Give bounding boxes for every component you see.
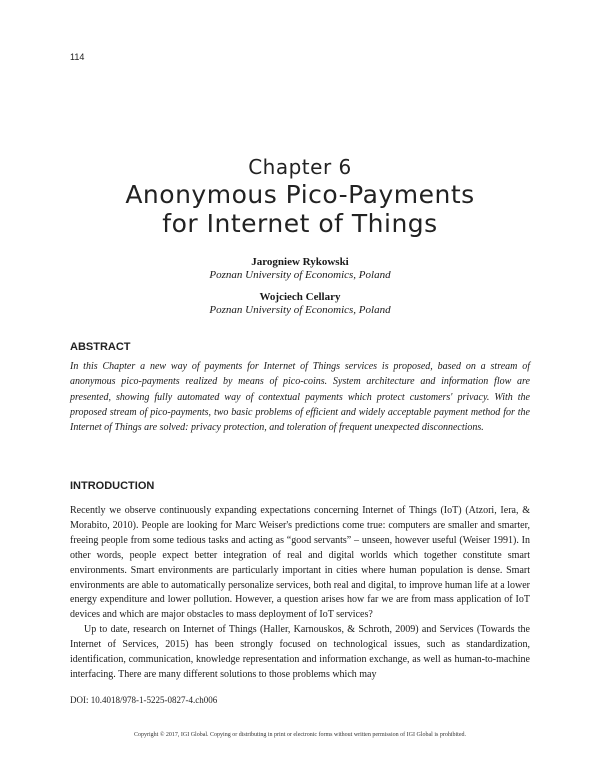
author-affiliation: Poznan University of Economics, Poland xyxy=(209,304,391,316)
author-name: Jarogniew Rykowski xyxy=(251,256,349,268)
chapter-title-line-2: for Internet of Things xyxy=(162,209,438,238)
introduction-paragraph: Recently we observe continuously expanding expectations concerning Internet of Things (IoT) (Atzori, Iera, & Morabito, 2010). People are looking for Marc Weiser's predictions come true: computers are smaller and smarter, freeing people from some tedious tasks and acting as “good servants” – unseen, however useful (Weiser 1991). In other words, people expect better integration of real and digital worlds which together constitute smart environments. Smart environments are particularly important in cities where human population is dense. Smart environments are able to automatically personalize services, both real and digital, to improve human life at a lower energy expenditure and lower pollution. However, a question arises how far we are from mass application of IoT devices and which are major obstacles to mass deployment of IoT services? xyxy=(70,505,530,621)
author-name: Wojciech Cellary xyxy=(259,291,341,303)
chapter-title xyxy=(0,180,600,238)
page-number: 114 xyxy=(70,52,85,62)
doi-line: DOI: 10.4018/978-1-5225-0827-4.ch006 xyxy=(70,695,218,705)
abstract-heading: ABSTRACT xyxy=(70,341,131,353)
author-list xyxy=(0,256,600,326)
introduction-body xyxy=(70,504,530,683)
chapter-title-line-1: Anonymous Pico-Payments xyxy=(125,180,475,209)
copyright-notice: Copyright © 2017, IGI Global. Copying or distributing in print or electronic forms without written permission of IGI Global is prohibited. xyxy=(133,732,466,738)
author-affiliation: Poznan University of Economics, Poland xyxy=(209,269,391,281)
author-block xyxy=(0,291,600,317)
author-block xyxy=(0,256,600,282)
introduction-heading: INTRODUCTION xyxy=(70,480,155,492)
abstract-text: In this Chapter a new way of payments for Internet of Things services is proposed, based on a stream of anonymous pico-payments realized by means of pico-coins. System architecture and information flow are presented, showing fully automated way of contextual payments which protect customers' privacy. With the proposed stream of pico-payments, two basic problems of efficient and widely acceptable payment method for the Internet of Things are solved: privacy protection, and toleration of frequent unexpected disconnections. xyxy=(70,361,530,434)
introduction-paragraph: Up to date, research on Internet of Things (Haller, Karnouskos, & Schroth, 2009) and Services (Towards the Internet of Services, 2015) has been strongly focused on technological issues, such as standardization, identification, communication, knowledge representation and information exchange, as well as human-to-machine interfacing. There are many different solutions to those problems which may xyxy=(70,624,530,680)
chapter-label: Chapter 6 xyxy=(248,155,352,179)
